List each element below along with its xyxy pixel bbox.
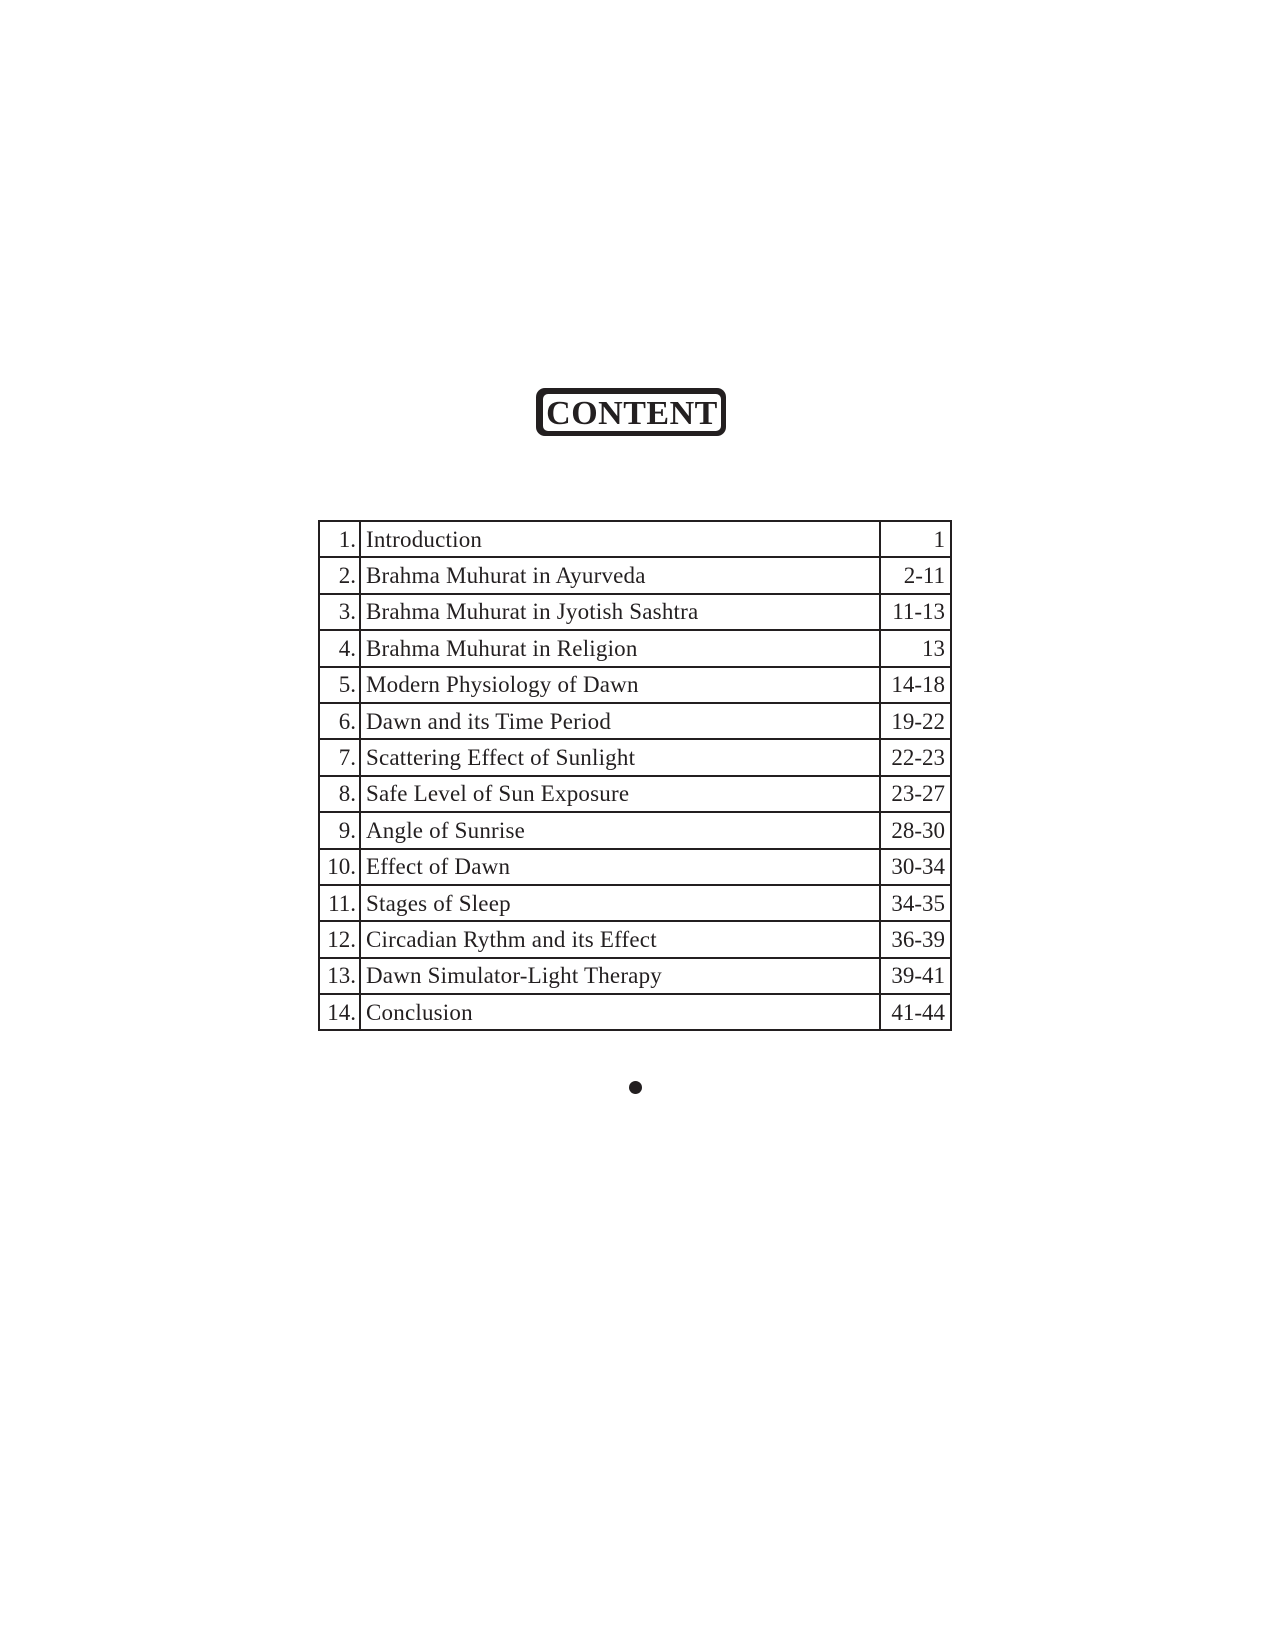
entry-number: 4.	[319, 630, 360, 666]
entry-pages: 36-39	[880, 921, 951, 957]
contents-table	[318, 520, 952, 1031]
table-row	[319, 958, 951, 994]
entry-number: 5.	[319, 667, 360, 703]
entry-number: 7.	[319, 739, 360, 775]
entry-number: 6.	[319, 703, 360, 739]
entry-topic: Brahma Muhurat in Ayurveda	[360, 557, 880, 593]
entry-pages: 19-22	[880, 703, 951, 739]
entry-pages: 41-44	[880, 994, 951, 1030]
entry-topic: Stages of Sleep	[360, 885, 880, 921]
table-row	[319, 521, 951, 557]
entry-pages: 34-35	[880, 885, 951, 921]
entry-topic: Dawn and its Time Period	[360, 703, 880, 739]
entry-topic: Modern Physiology of Dawn	[360, 667, 880, 703]
entry-number: 14.	[319, 994, 360, 1030]
table-row	[319, 630, 951, 666]
entry-pages: 39-41	[880, 958, 951, 994]
entry-topic: Dawn Simulator-Light Therapy	[360, 958, 880, 994]
entry-number: 10.	[319, 849, 360, 885]
table-row	[319, 776, 951, 812]
entry-number: 9.	[319, 812, 360, 848]
table-row	[319, 849, 951, 885]
entry-topic: Conclusion	[360, 994, 880, 1030]
entry-pages: 22-23	[880, 739, 951, 775]
entry-topic: Angle of Sunrise	[360, 812, 880, 848]
entry-topic: Effect of Dawn	[360, 849, 880, 885]
entry-topic: Brahma Muhurat in Jyotish Sashtra	[360, 594, 880, 630]
entry-pages: 23-27	[880, 776, 951, 812]
entry-number: 2.	[319, 557, 360, 593]
entry-topic: Circadian Rythm and its Effect	[360, 921, 880, 957]
entry-number: 13.	[319, 958, 360, 994]
table-row	[319, 557, 951, 593]
entry-number: 12.	[319, 921, 360, 957]
entry-number: 1.	[319, 521, 360, 557]
entry-pages: 30-34	[880, 849, 951, 885]
page-title	[536, 388, 730, 440]
table-row	[319, 812, 951, 848]
entry-pages: 13	[880, 630, 951, 666]
entry-number: 8.	[319, 776, 360, 812]
entry-pages: 28-30	[880, 812, 951, 848]
title-frame	[541, 392, 723, 433]
entry-number: 11.	[319, 885, 360, 921]
entry-topic: Introduction	[360, 521, 880, 557]
table-row	[319, 885, 951, 921]
entry-topic: Scattering Effect of Sunlight	[360, 739, 880, 775]
table-row	[319, 594, 951, 630]
table-row	[319, 739, 951, 775]
entry-pages: 11-13	[880, 594, 951, 630]
table-row	[319, 921, 951, 957]
entry-pages: 14-18	[880, 667, 951, 703]
entry-pages: 2-11	[880, 557, 951, 593]
bullet-dot-icon	[629, 1081, 642, 1094]
entry-topic: Safe Level of Sun Exposure	[360, 776, 880, 812]
title-text: CONTENT	[546, 394, 718, 432]
table-row	[319, 994, 951, 1030]
table-row	[319, 703, 951, 739]
entry-topic: Brahma Muhurat in Religion	[360, 630, 880, 666]
entry-number: 3.	[319, 594, 360, 630]
table-row	[319, 667, 951, 703]
entry-pages: 1	[880, 521, 951, 557]
